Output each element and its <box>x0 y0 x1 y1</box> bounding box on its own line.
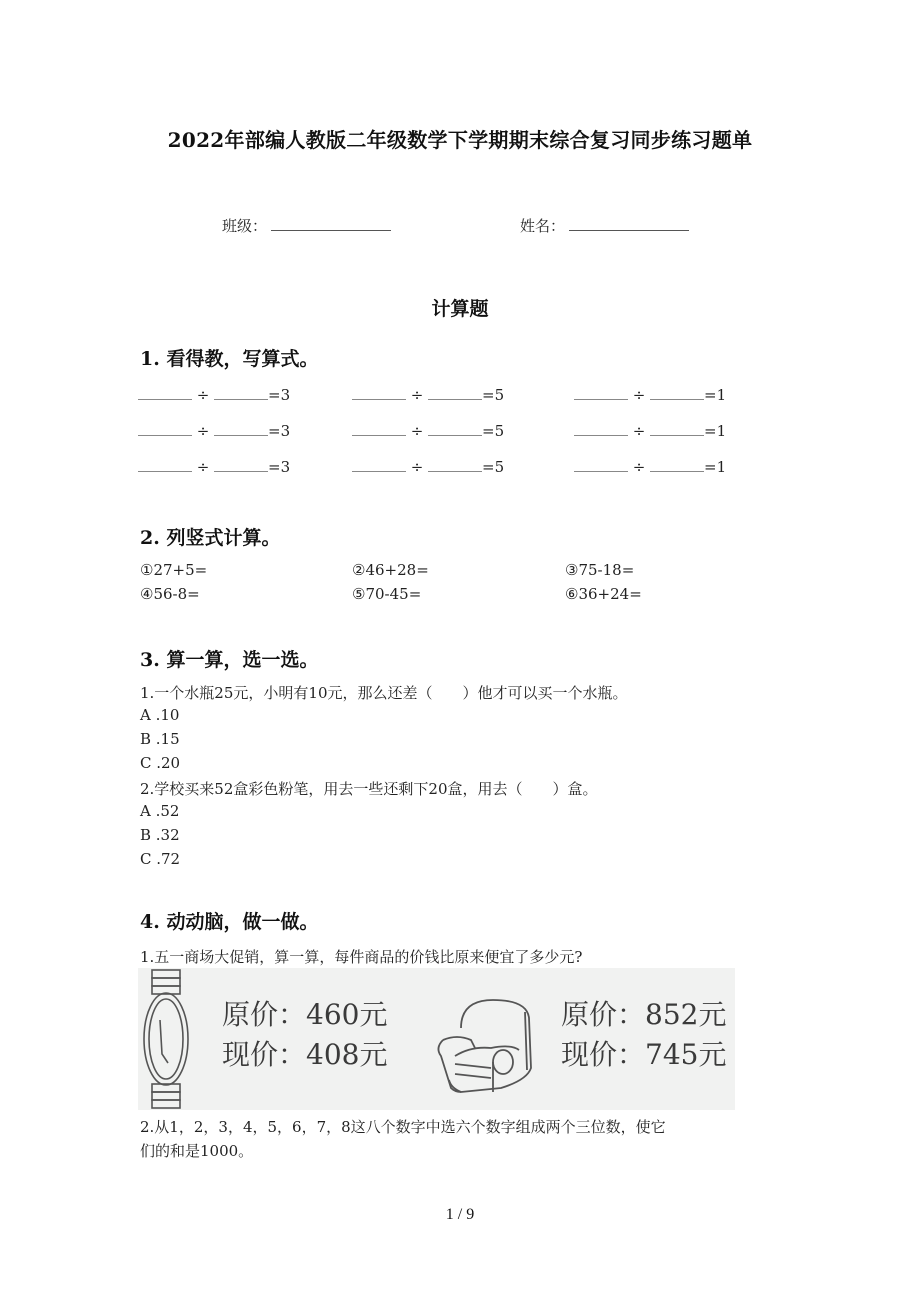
equation-result: =1 <box>704 422 727 440</box>
calc-item-6: ⑥36+24= <box>565 585 642 603</box>
division-equation <box>138 458 290 476</box>
divide-sign: ÷ <box>196 422 210 440</box>
calc-item-4: ④56-8= <box>140 585 200 603</box>
division-equation <box>574 422 726 440</box>
calc-item-2: ②46+28= <box>352 561 429 579</box>
question-1-heading: 1. 看得教，写算式。 <box>140 348 319 370</box>
dividend-blank[interactable] <box>574 459 628 472</box>
page-indicator: 1 / 9 <box>445 1206 475 1223</box>
divisor-blank[interactable] <box>428 387 482 400</box>
division-equation <box>138 386 290 404</box>
price-comparison-figure <box>138 968 735 1110</box>
division-equation <box>352 422 504 440</box>
mc-question-2-option-a[interactable]: A .52 <box>140 802 180 820</box>
divide-sign: ÷ <box>632 386 646 404</box>
division-equation <box>352 386 504 404</box>
divisor-blank[interactable] <box>650 459 704 472</box>
division-equation <box>574 458 726 476</box>
divisor-blank[interactable] <box>214 423 268 436</box>
division-equation <box>138 422 290 440</box>
armchair-original-price: 原价：852元 <box>561 998 727 1031</box>
divide-sign: ÷ <box>410 458 424 476</box>
equation-result: =3 <box>268 386 291 404</box>
name-field[interactable] <box>520 215 689 236</box>
watch-original-price: 原价：460元 <box>222 998 388 1031</box>
mc-question-2-stem: 2.学校买来52盒彩色粉笔，用去一些还剩下20盒，用去（ ）盒。 <box>140 780 598 798</box>
dividend-blank[interactable] <box>352 423 406 436</box>
equation-result: =1 <box>704 458 727 476</box>
mc-question-2-option-b[interactable]: B .32 <box>140 826 180 844</box>
name-label: 姓名： <box>520 217 566 235</box>
equation-result: =5 <box>482 386 505 404</box>
question-4-heading: 4. 动动脑，做一做。 <box>140 911 319 933</box>
divisor-blank[interactable] <box>428 459 482 472</box>
equation-result: =5 <box>482 422 505 440</box>
equation-result: =5 <box>482 458 505 476</box>
division-equation <box>352 458 504 476</box>
word-problem-1: 1.五一商场大促销，算一算，每件商品的价钱比原来便宜了多少元? <box>140 948 583 966</box>
mc-question-2-option-c[interactable]: C .72 <box>140 850 181 868</box>
divide-sign: ÷ <box>410 422 424 440</box>
word-problem-2-line-1: 2.从1，2，3，4，5，6，7，8这八个数字中选六个数字组成两个三位数，使它 <box>140 1118 666 1136</box>
document-title: 2022年部编人教版二年级数学下学期期末综合复习同步练习题单 <box>167 128 753 152</box>
dividend-blank[interactable] <box>352 387 406 400</box>
divide-sign: ÷ <box>632 422 646 440</box>
divisor-blank[interactable] <box>214 387 268 400</box>
class-blank[interactable] <box>271 216 391 231</box>
dividend-blank[interactable] <box>138 387 192 400</box>
mc-question-1-option-b[interactable]: B .15 <box>140 730 180 748</box>
mc-question-1-option-c[interactable]: C .20 <box>140 754 181 772</box>
dividend-blank[interactable] <box>138 459 192 472</box>
watch-icon <box>140 968 192 1110</box>
watch-current-price: 现价：408元 <box>222 1038 388 1071</box>
equation-result: =3 <box>268 458 291 476</box>
mc-question-1-option-a[interactable]: A .10 <box>140 706 180 724</box>
divide-sign: ÷ <box>196 458 210 476</box>
class-field[interactable] <box>222 215 391 236</box>
section-title: 计算题 <box>431 298 489 320</box>
divisor-blank[interactable] <box>650 423 704 436</box>
equation-result: =1 <box>704 386 727 404</box>
divisor-blank[interactable] <box>650 387 704 400</box>
calc-item-3: ③75-18= <box>565 561 635 579</box>
calc-item-5: ⑤70-45= <box>352 585 422 603</box>
name-blank[interactable] <box>569 216 689 231</box>
divisor-blank[interactable] <box>214 459 268 472</box>
calc-item-1: ①27+5= <box>140 561 208 579</box>
question-2-heading: 2. 列竖式计算。 <box>140 527 281 549</box>
mc-question-1-stem: 1.一个水瓶25元，小明有10元，那么还差（ ）他才可以买一个水瓶。 <box>140 684 628 702</box>
dividend-blank[interactable] <box>352 459 406 472</box>
question-3-heading: 3. 算一算，选一选。 <box>140 649 319 671</box>
class-label: 班级： <box>222 217 268 235</box>
divisor-blank[interactable] <box>428 423 482 436</box>
dividend-blank[interactable] <box>574 423 628 436</box>
equation-result: =3 <box>268 422 291 440</box>
division-equation <box>574 386 726 404</box>
divide-sign: ÷ <box>196 386 210 404</box>
dividend-blank[interactable] <box>138 423 192 436</box>
divide-sign: ÷ <box>632 458 646 476</box>
dividend-blank[interactable] <box>574 387 628 400</box>
armchair-current-price: 现价：745元 <box>561 1038 727 1071</box>
armchair-icon <box>431 988 541 1098</box>
word-problem-2-line-2: 们的和是1000。 <box>140 1142 254 1160</box>
divide-sign: ÷ <box>410 386 424 404</box>
